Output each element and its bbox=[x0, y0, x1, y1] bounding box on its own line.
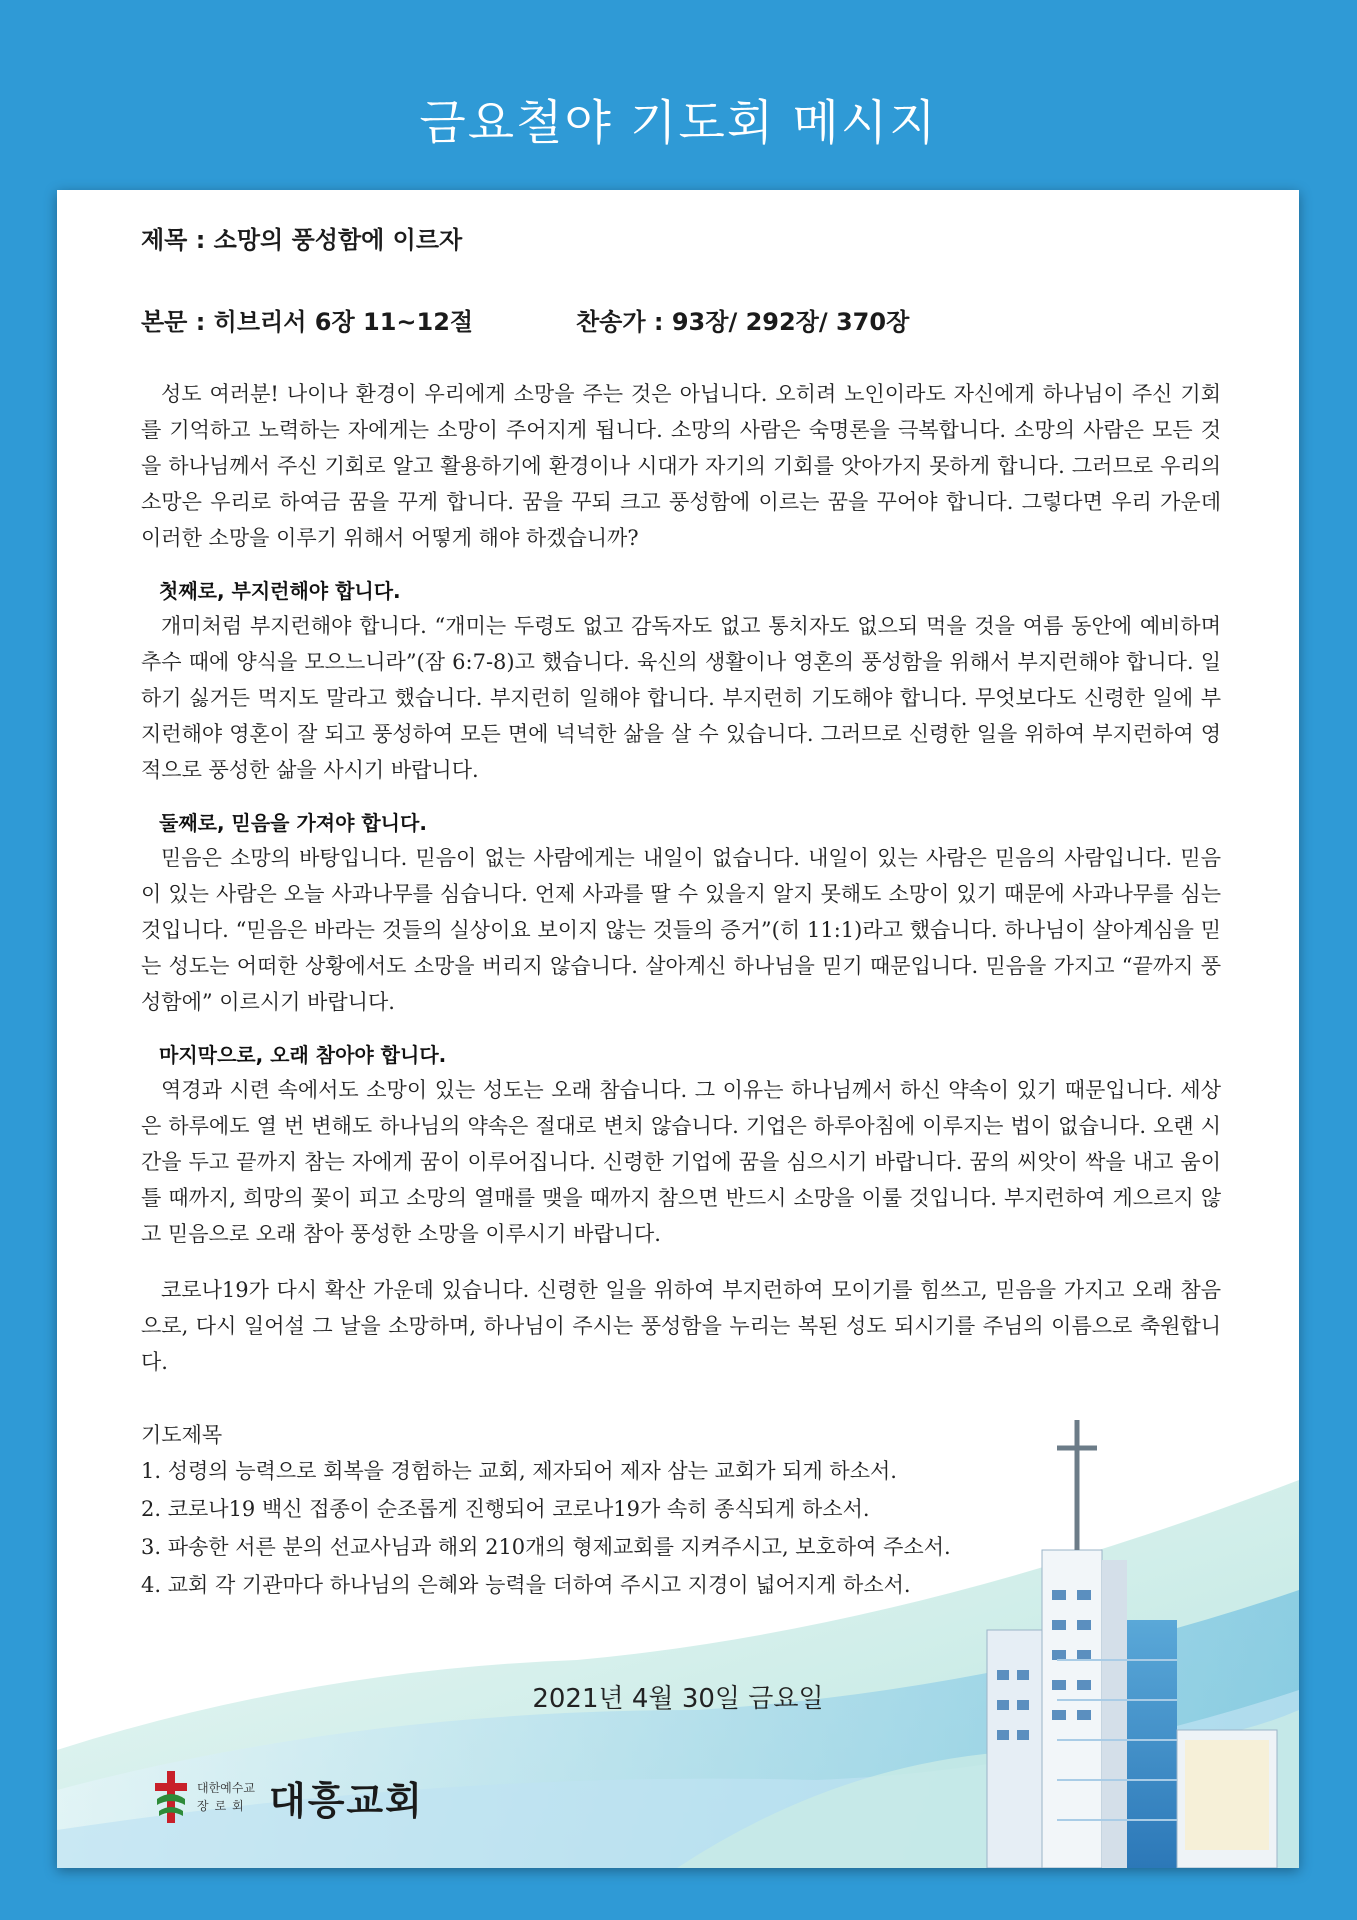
section-1 bbox=[141, 574, 1221, 788]
message-content bbox=[141, 220, 1221, 1604]
prayer-title: 기도제목 bbox=[141, 1423, 223, 1447]
church-logo bbox=[151, 1767, 424, 1827]
scripture-reference: 본문 : 히브리서 6장 11~12절 bbox=[141, 308, 474, 336]
message-paper bbox=[57, 190, 1299, 1868]
prayer-item: 3. 파송한 서른 분의 선교사님과 해외 210개의 형제교회를 지켜주시고, 보호하여 주소서. bbox=[141, 1535, 951, 1559]
prayer-item: 4. 교회 각 기관마다 하나님의 은혜와 능력을 더하여 주시고 지경이 넓어지게 하소서. bbox=[141, 1573, 911, 1597]
church-name: 대흥교회 bbox=[269, 1778, 424, 1823]
denomination-line-2: 장로회 bbox=[197, 1799, 250, 1813]
scripture-hymn-row bbox=[141, 302, 1221, 342]
denomination-label bbox=[197, 1779, 263, 1815]
section-body: 개미처럼 부지런해야 합니다. “개미는 두령도 없고 감독자도 없고 통치자도 없으되 먹을 것을 여름 동안에 예비하며 추수 때에 양식을 모으느니라”(잠 6:7-8)고 했습니다. 육신의 생활이나 영혼의 풍성함을 위해서 부지런해야 합니다. 일하기 싫거든 먹지도 말라고 했습니다. 부지런히 일해야 합니다. 부지런히 기도해야 합니다. 무엇보다도 신령한 일에 부지런해야 영혼이 잘 되고 풍성하여 모든 면에 넉넉한 삶을 살 수 있습니다. 그러므로 신령한 일을 위하여 부지런하여 영적으로 풍성한 삶을 사시기 바랍니다. bbox=[141, 614, 1221, 782]
intro-paragraph: 성도 여러분! 나이나 환경이 우리에게 소망을 주는 것은 아닙니다. 오히려 노인이라도 자신에게 하나님이 주신 기회를 기억하고 노력하는 자에게는 소망이 주어지게 됩니다. 소망의 사람은 숙명론을 극복합니다. 소망의 사람은 모든 것을 하나님께서 주신 기회로 알고 활용하기에 환경이나 시대가 자기의 기회를 앗아가지 못하게 합니다. 그러므로 우리의 소망은 우리로 하여금 꿈을 꾸게 합니다. 꿈을 꾸되 크고 풍성함에 이르는 꿈을 꾸어야 합니다. 그렇다면 우리 가운데 이러한 소망을 이루기 위해서 어떻게 해야 하겠습니까? bbox=[141, 382, 1221, 550]
section-body: 역경과 시련 속에서도 소망이 있는 성도는 오래 참습니다. 그 이유는 하나님께서 하신 약속이 있기 때문입니다. 세상은 하루에도 열 번 변해도 하나님의 약속은 절대로 변치 않습니다. 기업은 하루아침에 이루지는 법이 없습니다. 오랜 시간을 두고 끝까지 참는 자에게 꿈이 이루어집니다. 신령한 기업에 꿈을 심으시기 바랍니다. 꿈의 씨앗이 싹을 내고 움이 틀 때까지, 희망의 꽃이 피고 소망의 열매를 맺을 때까지 참으면 반드시 소망을 이룰 것입니다. 부지런하여 게으르지 않고 믿음으로 오래 참아 풍성한 소망을 이루시기 바랍니다. bbox=[141, 1078, 1221, 1246]
closing-paragraph: 코로나19가 다시 확산 가운데 있습니다. 신령한 일을 위하여 부지런하여 모이기를 힘쓰고, 믿음을 가지고 오래 참음으로, 다시 일어설 그 날을 소망하며, 하나님이 주시는 풍성함을 누리는 복된 성도 되시기를 주님의 이름으로 축원합니다. bbox=[141, 1278, 1221, 1374]
sermon-title: 제목 : 소망의 풍성함에 이르자 bbox=[141, 226, 463, 254]
prayer-item: 1. 성령의 능력으로 회복을 경험하는 교회, 제자되어 제자 삼는 교회가 되게 하소서. bbox=[141, 1459, 897, 1483]
section-body: 믿음은 소망의 바탕입니다. 믿음이 없는 사람에게는 내일이 없습니다. 내일이 있는 사람은 믿음의 사람입니다. 믿음이 있는 사람은 오늘 사과나무를 심습니다. 언제 사과를 딸 수 있을지 알지 못해도 소망이 있기 때문에 사과나무를 심는 것입니다. “믿음은 바라는 것들의 실상이요 보이지 않는 것들의 증거”(히 11:1)라고 했습니다. 하나님이 살아계심을 믿는 성도는 어떠한 상황에서도 소망을 버리지 않습니다. 살아계신 하나님을 믿기 때문입니다. 믿음을 가지고 “끝까지 풍성함에” 이르시기 바랍니다. bbox=[141, 846, 1221, 1014]
page-header-title: 금요철야 기도회 메시지 bbox=[419, 95, 938, 151]
message-date: 2021년 4월 30일 금요일 bbox=[532, 1684, 824, 1714]
prayer-item: 2. 코로나19 백신 접종이 순조롭게 진행되어 코로나19가 속히 종식되게 하소서. bbox=[141, 1497, 870, 1521]
section-heading: 마지막으로, 오래 참아야 합니다. bbox=[159, 1043, 447, 1067]
section-heading: 둘째로, 믿음을 가져야 합니다. bbox=[159, 811, 427, 835]
section-heading: 첫째로, 부지런해야 합니다. bbox=[159, 579, 401, 603]
prayer-list bbox=[141, 1418, 1221, 1604]
section-3 bbox=[141, 1038, 1221, 1252]
hymn-numbers: 찬송가 : 93장/ 292장/ 370장 bbox=[576, 308, 910, 336]
section-2 bbox=[141, 806, 1221, 1020]
cross-logo-icon bbox=[151, 1769, 191, 1825]
denomination-line-1: 대한예수교 bbox=[197, 1781, 255, 1795]
